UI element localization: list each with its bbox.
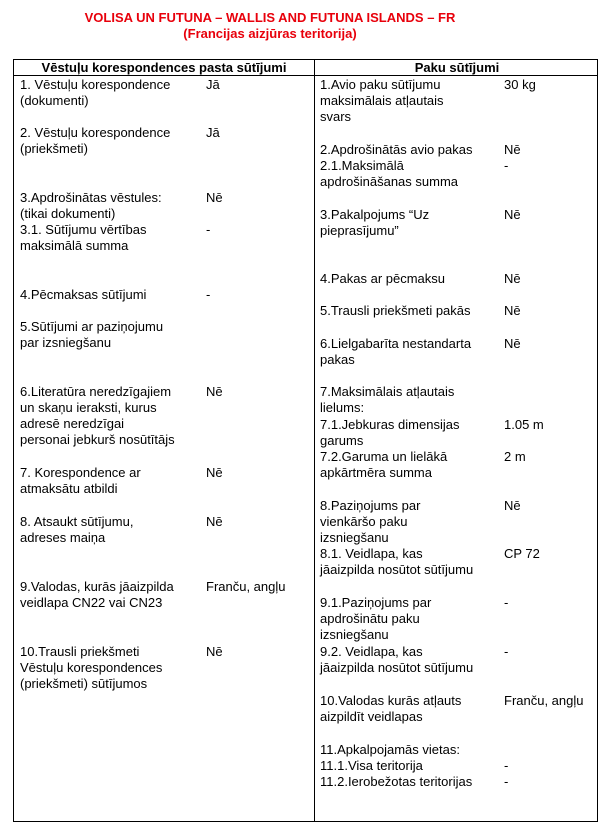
right-row-value: 2 m <box>504 449 526 464</box>
left-row-label <box>20 319 202 351</box>
left-row-label-line: 10.Trausli priekšmeti <box>20 644 140 659</box>
right-row-label-line: svars <box>320 109 352 124</box>
right-row-label-line: 11.2.Ierobežotas teritorijas <box>320 774 473 789</box>
left-row-label <box>20 222 202 254</box>
right-row-label <box>320 595 508 643</box>
left-row-label <box>20 384 202 448</box>
right-row-label-line: 11.1.Visa teritorija <box>320 758 423 773</box>
right-row-label <box>320 449 508 481</box>
left-row-label-line: 4.Pēcmaksas sūtījumi <box>20 287 147 302</box>
left-row-value: Nē <box>206 190 223 205</box>
right-row-label-line: 8.Paziņojums par <box>320 498 421 513</box>
right-row-label-line: 8.1. Veidlapa, kas <box>320 546 423 561</box>
right-row-value: - <box>504 644 509 659</box>
left-row-value: Jā <box>206 77 220 92</box>
right-row-label-line: aizpildīt veidlapas <box>320 709 423 724</box>
right-row-value: 30 kg <box>504 77 536 92</box>
left-row-value: Nē <box>206 514 223 529</box>
left-row-label-line: 5.Sūtījumi ar paziņojumu <box>20 319 164 334</box>
left-row-label-line: (priekšmeti) sūtījumos <box>20 676 148 691</box>
right-row-label <box>320 207 508 239</box>
right-row-label-line: apdrošināšanas summa <box>320 174 459 189</box>
right-row-value: - <box>504 758 509 773</box>
right-row-value: Nē <box>504 271 521 286</box>
left-row-label-line: veidlapa CN22 vai CN23 <box>20 595 163 610</box>
left-row-label-line: 9.Valodas, kurās jāaizpilda <box>20 579 174 594</box>
right-row-value: CP 72 <box>504 546 540 561</box>
right-row-label-line: vienkāršo paku <box>320 514 408 529</box>
left-row-value: Nē <box>206 465 223 480</box>
right-row-value: Franču, angļu <box>504 693 584 708</box>
left-row-label-line: (tikai dokumenti) <box>20 206 116 221</box>
right-row-label-line: 2.Apdrošinātās avio pakas <box>320 142 473 157</box>
left-row-label <box>20 465 202 497</box>
left-row-label-line: 3.Apdrošinātas vēstules: <box>20 190 162 205</box>
right-row-label <box>320 758 508 774</box>
right-row-label-line: 9.1.Paziņojums par <box>320 595 432 610</box>
left-row-label-line: personai jebkurš nosūtītājs <box>20 432 175 447</box>
column-divider <box>314 60 315 821</box>
left-row-label-line: atmaksātu atbildi <box>20 481 118 496</box>
right-row-label <box>320 417 508 449</box>
right-row-label <box>320 142 508 158</box>
right-row-label <box>320 384 508 416</box>
right-row-value: Nē <box>504 303 521 318</box>
right-row-label-line: 3.Pakalpojums “Uz <box>320 207 430 222</box>
right-row-label <box>320 644 508 676</box>
right-row-value: Nē <box>504 336 521 351</box>
left-row-label-line: 2. Vēstuļu korespondence <box>20 125 171 140</box>
right-row-label <box>320 303 508 319</box>
right-row-label-line: maksimālais atļautais <box>320 93 444 108</box>
right-row-value: Nē <box>504 498 521 513</box>
page-title: VOLISA UN FUTUNA – WALLIS AND FUTUNA ISLANDS – FR <box>84 10 456 25</box>
left-row-value: - <box>206 222 211 237</box>
left-row-label <box>20 190 202 222</box>
right-row-label-line: pieprasījumu” <box>320 223 399 238</box>
right-row-label-line: 5.Trausli priekšmeti pakās <box>320 303 471 318</box>
right-row-value: - <box>504 774 509 789</box>
left-row-value: - <box>206 287 211 302</box>
left-row-label-line: un skaņu ieraksti, kurus <box>20 400 157 415</box>
right-row-label-line: apdrošinātu paku <box>320 611 420 626</box>
left-row-label-line: 6.Literatūra neredzīgajiem <box>20 384 172 399</box>
left-row-label-line: adresē neredzīgai <box>20 416 125 431</box>
left-row-label <box>20 287 202 303</box>
right-row-label <box>320 774 508 790</box>
right-row-label-line: pakas <box>320 352 355 367</box>
right-row-label-line: 7.Maksimālais atļautais <box>320 384 455 399</box>
right-row-label <box>320 336 508 368</box>
left-row-label-line: 8. Atsaukt sūtījumu, <box>20 514 134 529</box>
right-row-label-line: izsniegšanu <box>320 530 389 545</box>
left-row-label-line: Vēstuļu korespondences <box>20 660 163 675</box>
right-row-label <box>320 742 508 758</box>
left-row-label <box>20 125 202 157</box>
header-divider <box>14 75 597 76</box>
left-row-label <box>20 579 202 611</box>
right-row-label <box>320 77 508 125</box>
left-row-label-line: 7. Korespondence ar <box>20 465 141 480</box>
right-row-label-line: 4.Pakas ar pēcmaksu <box>320 271 446 286</box>
right-row-label-line: 9.2. Veidlapa, kas <box>320 644 423 659</box>
right-row-label <box>320 158 508 190</box>
right-row-label-line: 1.Avio paku sūtījumu <box>320 77 441 92</box>
left-row-value: Nē <box>206 644 223 659</box>
left-row-value: Jā <box>206 125 220 140</box>
right-row-label-line: jāaizpilda nosūtot sūtījumu <box>320 660 474 675</box>
right-row-label-line: 11.Apkalpojamās vietas: <box>320 742 460 757</box>
left-column-header: Vēstuļu korespondences pasta sūtījumi <box>41 60 287 75</box>
right-row-label-line: 2.1.Maksimālā <box>320 158 404 173</box>
left-row-label <box>20 514 202 546</box>
right-row-value: Nē <box>504 142 521 157</box>
right-row-label-line: jāaizpilda nosūtot sūtījumu <box>320 562 474 577</box>
right-row-label-line: apkārtmēra summa <box>320 465 432 480</box>
left-row-label <box>20 644 202 692</box>
right-row-label-line: 6.Lielgabarīta nestandarta <box>320 336 472 351</box>
left-row-label <box>20 77 202 109</box>
left-row-value: Nē <box>206 384 223 399</box>
right-row-label-line: garums <box>320 433 364 448</box>
left-row-label-line: par izsniegšanu <box>20 335 112 350</box>
right-row-label-line: 10.Valodas kurās atļauts <box>320 693 462 708</box>
right-row-value: - <box>504 158 509 173</box>
right-row-value: Nē <box>504 207 521 222</box>
right-row-label <box>320 498 508 546</box>
left-row-label-line: maksimālā summa <box>20 238 129 253</box>
left-row-label-line: adreses maiņa <box>20 530 106 545</box>
page-subtitle: (Francijas aizjūras teritorija) <box>183 26 357 41</box>
info-table <box>13 59 598 822</box>
right-row-label-line: izsniegšanu <box>320 627 389 642</box>
left-row-label-line: (priekšmeti) <box>20 141 88 156</box>
right-row-label-line: 7.2.Garuma un lielākā <box>320 449 448 464</box>
right-column-header: Paku sūtījumi <box>414 60 500 75</box>
left-row-label-line: 3.1. Sūtījumu vērtības <box>20 222 147 237</box>
right-row-label-line: lielums: <box>320 400 365 415</box>
right-row-label <box>320 693 508 725</box>
right-row-value: - <box>504 595 509 610</box>
right-row-value: 1.05 m <box>504 417 544 432</box>
left-row-label-line: 1. Vēstuļu korespondence <box>20 77 171 92</box>
left-row-value: Franču, angļu <box>206 579 286 594</box>
right-row-label <box>320 546 508 578</box>
right-row-label-line: 7.1.Jebkuras dimensijas <box>320 417 460 432</box>
left-row-label-line: (dokumenti) <box>20 93 89 108</box>
right-row-label <box>320 271 508 287</box>
